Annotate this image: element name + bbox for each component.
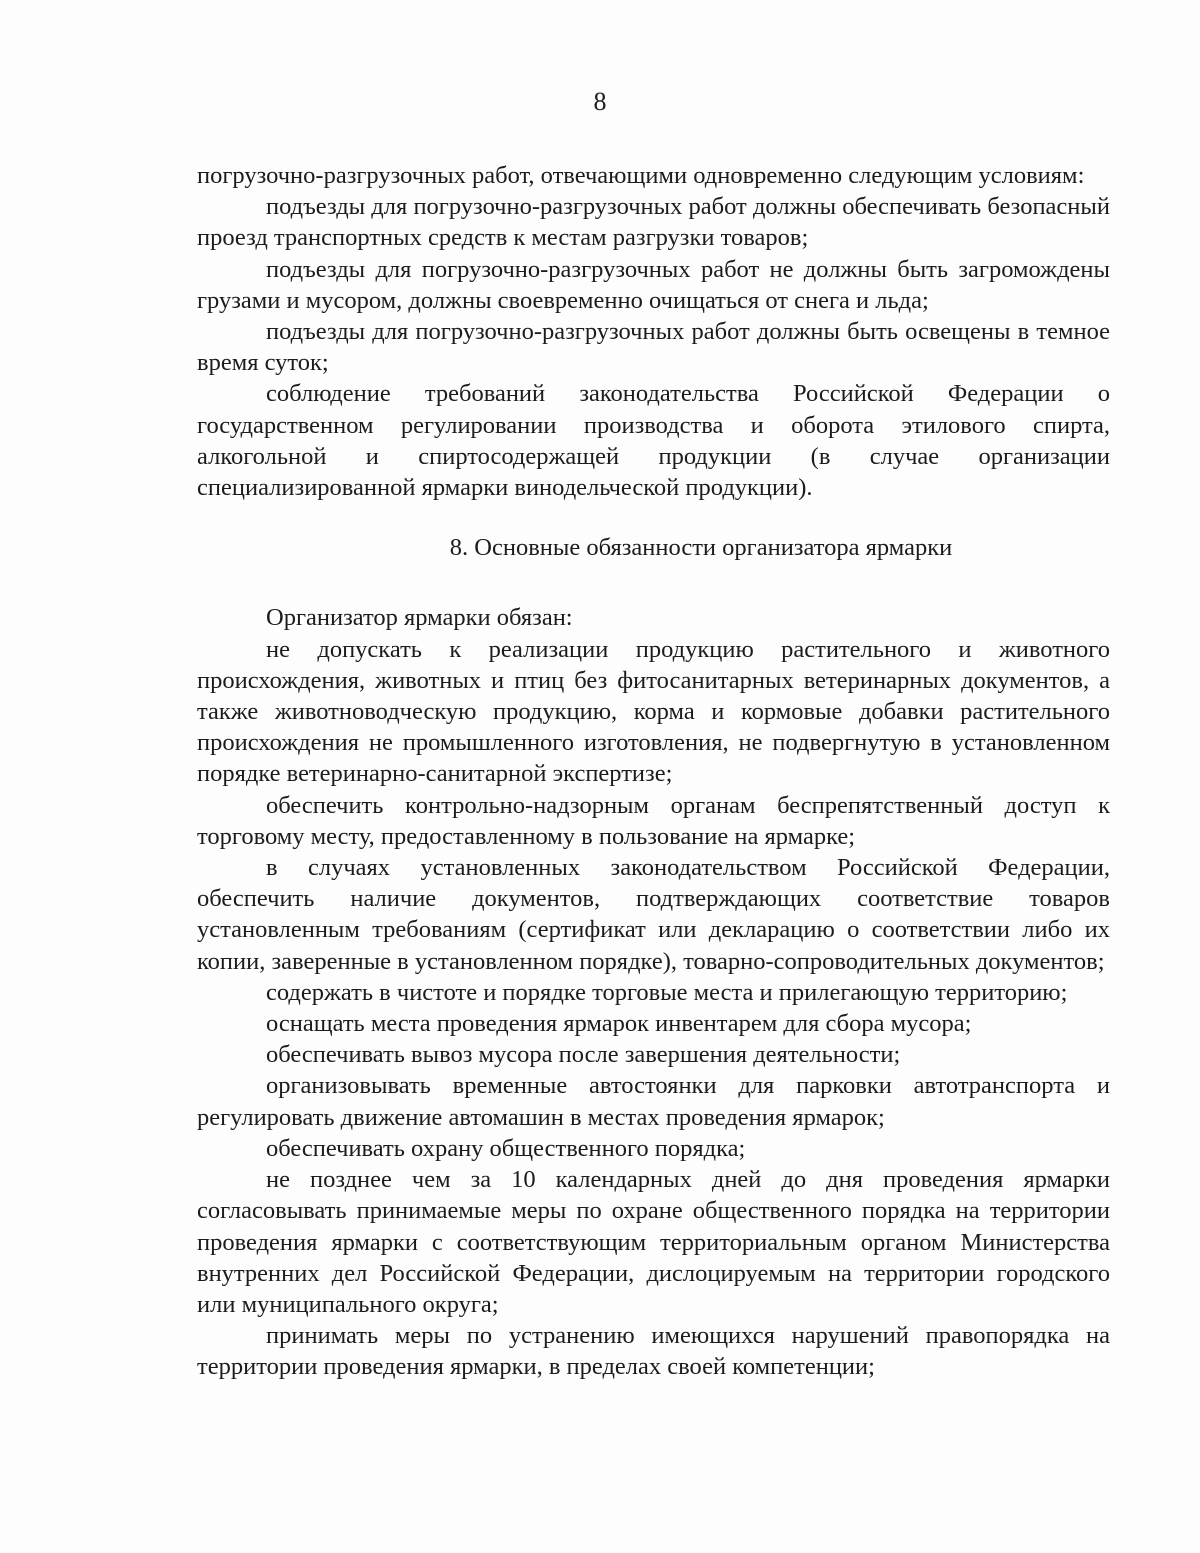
- paragraph: принимать меры по устранению имеющихся нарушений правопорядка на территории проведения ярмарки, в пределах своей компетенции;: [197, 1322, 1110, 1381]
- paragraph: подъезды для погрузочно-разгрузочных работ должны быть освещены в темное время суток;: [197, 318, 1110, 377]
- paragraph: организовывать временные автостоянки для парковки автотранспорта и регулировать движение автомашин в местах проведения ярмарок;: [197, 1072, 1110, 1131]
- page-number: 8: [593, 87, 607, 116]
- paragraph: не позднее чем за 10 календарных дней до дня проведения ярмарки согласовывать принимаемые меры по охране общественного порядка на территории проведения ярмарки с соответствующим территориальным органом Министерства внутренних дел Российской Федерации, дислоцируемым на территории городского или муниципального округа;: [197, 1166, 1110, 1318]
- paragraph: обеспечить контрольно-надзорным органам беспрепятственный доступ к торговому месту, предоставленному в пользование на ярмарке;: [197, 791, 1110, 850]
- paragraph: содержать в чистоте и порядке торговые места и прилегающую территорию;: [266, 978, 1068, 1006]
- paragraph: соблюдение требований законодательства Российской Федерации о государственном регулировании производства и оборота этилового спирта, алкогольной и спиртосодержащей продукции (в случае организации специализированной ярмарки винодельческой продукции).: [197, 380, 1110, 502]
- paragraph: обеспечивать охрану общественного порядка;: [266, 1134, 746, 1162]
- paragraph: не допускать к реализации продукцию растительного и животного происхождения, животных и птиц без фитосанитарных ветеринарных документов, а также животноводческую продукцию, корма и кормовые добавки растительного происхождения не промышленного изготовления, не подвергнутую в установленном порядке ветеринарно-санитарной экспертизе;: [197, 635, 1110, 788]
- paragraph-continuation: погрузочно-разгрузочных работ, отвечающими одновременно следующим условиям:: [197, 162, 1085, 189]
- paragraph: оснащать места проведения ярмарок инвентарем для сбора мусора;: [266, 1010, 972, 1038]
- paragraph: в случаях установленных законодательством Российской Федерации, обеспечить наличие документов, подтверждающих соответствие товаров установленным требованиям (сертификат или декларацию о соответствии либо их копии, заверенные в установленном порядке), товарно-сопроводительных документов;: [197, 854, 1110, 975]
- paragraph: подъезды для погрузочно-разгрузочных работ не должны быть загромождены грузами и мусором, должны своевременно очищаться от снега и льда;: [197, 255, 1110, 314]
- paragraph-lead: Организатор ярмарки обязан:: [266, 604, 573, 632]
- section-heading: 8. Основные обязанности организатора ярмарки: [449, 534, 953, 562]
- document-body: [197, 160, 1110, 1383]
- paragraph: обеспечивать вывоз мусора после завершения деятельности;: [266, 1041, 901, 1069]
- paragraph: подъезды для погрузочно-разгрузочных работ должны обеспечивать безопасный проезд транспортных средств к местам разгрузки товаров;: [197, 193, 1110, 252]
